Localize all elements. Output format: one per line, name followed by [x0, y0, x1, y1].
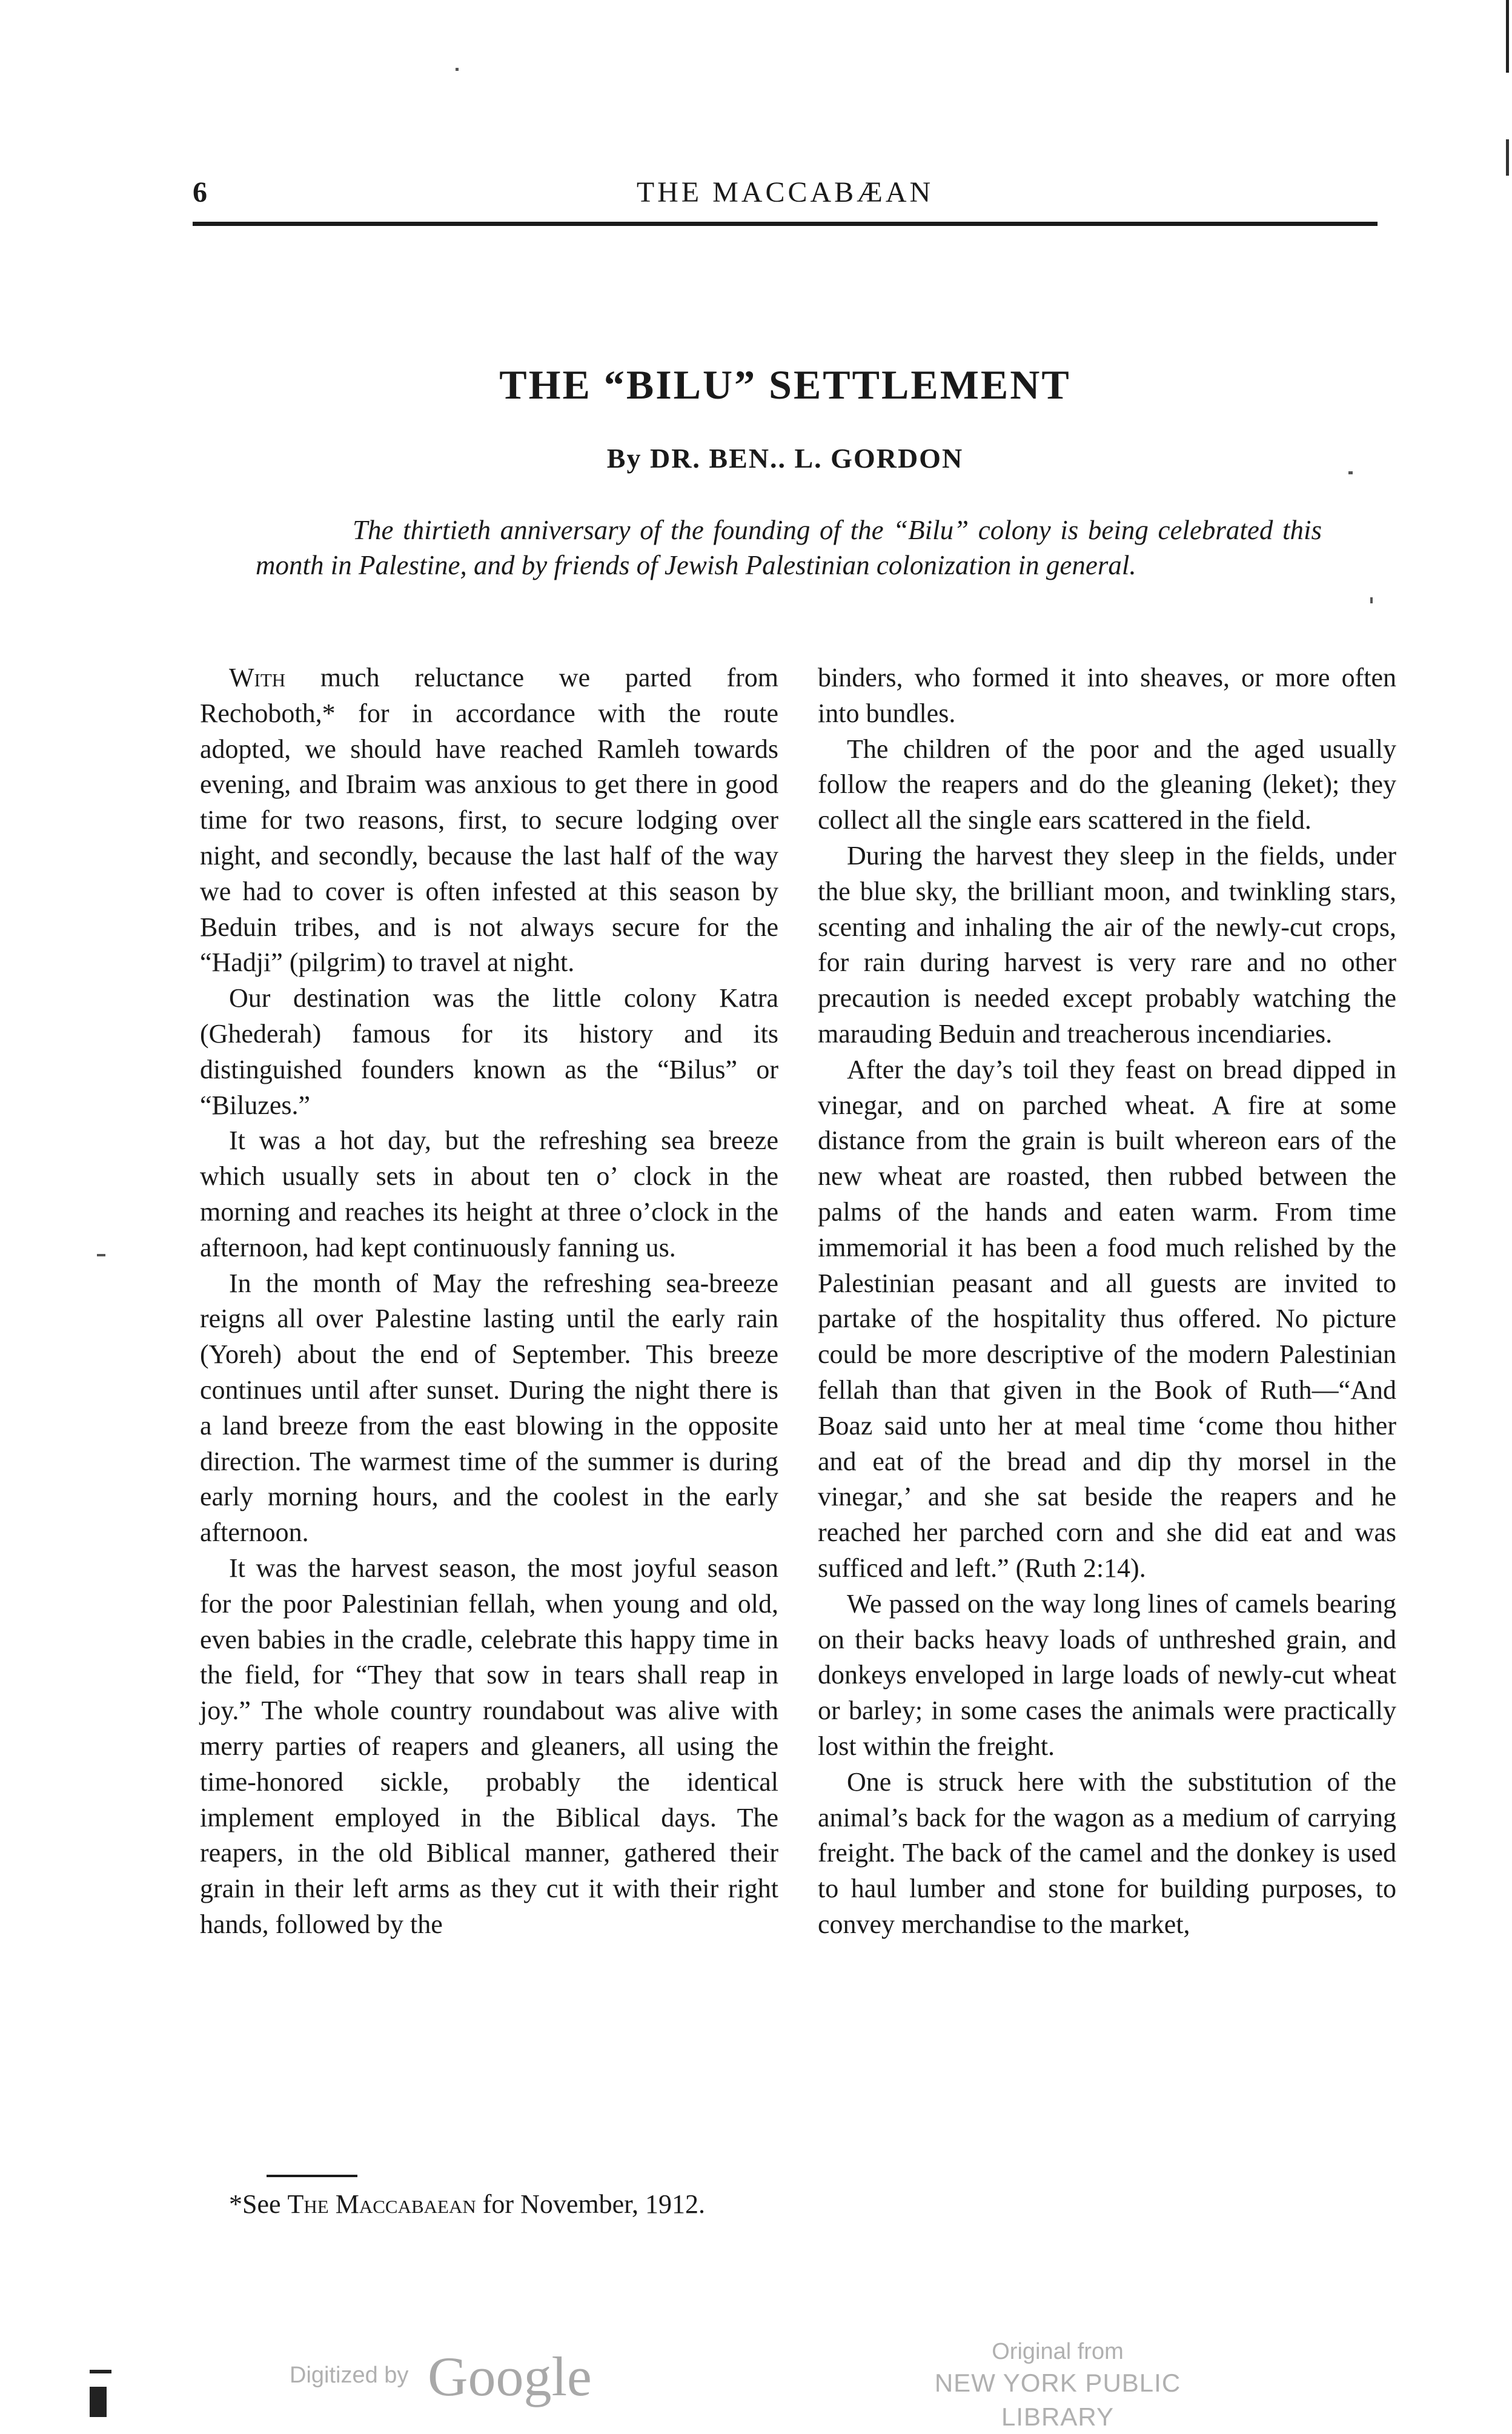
scan-speck — [1370, 597, 1373, 603]
paragraph: It was a hot day, but the refreshing sea breeze which usually sets in about ten o’ clock in the morning and reaches its height at three o’clock in the afternoon, had kept continuously fanning us. — [200, 1126, 778, 1262]
scan-speck — [90, 2370, 111, 2373]
running-title: THE MACCABÆAN — [636, 176, 934, 208]
footnote — [200, 2187, 778, 2222]
left-column — [200, 660, 778, 1943]
paragraph: During the harvest they sleep in the fields, under the blue sky, the brilliant moon, and twinkling stars, scenting and inhaling the air of the newly-cut crops, for rain during harvest is very rare and no other precaution is needed except probably watching the marauding Beduin and treacherous incendiaries. — [818, 840, 1396, 1049]
footnote-journal: The Maccabaean — [287, 2189, 476, 2219]
header-rule — [193, 222, 1378, 226]
footnote-rule — [267, 2175, 357, 2177]
scan-speck — [1348, 471, 1353, 474]
digitized-label: Digitized by — [290, 2363, 409, 2388]
footnote-suffix: for November, 1912. — [476, 2189, 706, 2219]
drop-lead-word: With — [229, 663, 286, 692]
scan-speck — [1506, 139, 1509, 176]
google-logo: Google — [428, 2346, 592, 2407]
paragraph: One is struck here with the substitution of the animal’s back for the wagon as a medium of carrying freight. The back of the camel and the donkey is used to haul lumber and stone for building purposes, to convey merchandise to the market, — [818, 1766, 1396, 1939]
paragraph: We passed on the way long lines of camels bearing on their backs heavy loads of unthreshed grain, and donkeys enveloped in large loads of newly-cut wheat or barley; in some cases the animals were practically lost within the freight. — [818, 1588, 1396, 1761]
right-column — [818, 660, 1396, 1943]
original-from-watermark — [882, 2337, 1233, 2434]
paragraph: In the month of May the refreshing sea-breeze reigns all over Palestine lasting until the early rain (Yoreh) about the end of September. This breeze continues until after sunset. During the night there is a land breeze from the east blowing in the opposite direction. The warmest time of the summer is during early morning hours, and the coolest in the early afternoon. — [200, 1268, 778, 1548]
scan-speck — [1506, 0, 1509, 73]
footnote-prefix: *See — [229, 2189, 288, 2219]
scan-speck — [90, 2387, 107, 2417]
running-header — [193, 176, 1378, 224]
scan-speck — [97, 1254, 105, 1256]
article-title: THE “BILU” SETTLEMENT — [499, 362, 1071, 408]
library-name: NEW YORK PUBLIC LIBRARY — [934, 2369, 1181, 2431]
paragraph: The children of the poor and the aged usually follow the reapers and do the gleaning (leket); they collect all the single ears scattered in the field. — [818, 734, 1396, 835]
paragraph — [200, 660, 778, 981]
scan-speck — [456, 68, 459, 71]
page-number: 6 — [193, 176, 207, 208]
paragraph-text: much reluctance we parted from Rechoboth,* for in accordance with the route adopted, we should have reached Ramleh towards evening, and Ibraim was anxious to get there in good time for two reasons, first, to secure lodging over night, and secondly, because the last half of the way we had to cover is often infested at this season by Beduin tribes, and is not always secure for the “Hadji” (pilgrim) to travel at night. — [200, 663, 778, 978]
original-from-label: Original from — [992, 2339, 1124, 2364]
article-intro: The thirtieth anniversary of the founding of the “Bilu” colony is being celebrated this month in Palestine, and by friends of Jewish Palestinian colonization in general. — [256, 515, 1322, 580]
paragraph: It was the harvest season, the most joyful season for the poor Palestinian fellah, when young and old, even babies in the cradle, celebrate this happy time in the field, for “They that sow in tears shall reap in joy.” The whole country roundabout was alive with merry parties of reapers and gleaners, all using the time-honored sickle, probably the identical implement employed in the Biblical days. The reapers, in the old Biblical manner, gathered their grain in their left arms as they cut it with their right hands, followed by the — [200, 1553, 778, 1939]
paragraph: Our destination was the little colony Katra (Ghederah) famous for its history and its distinguished founders known as the “Bilus” or “Biluzes.” — [200, 983, 778, 1120]
paragraph: After the day’s toil they feast on bread dipped in vinegar, and on parched wheat. A fire at some distance from the grain is built whereon ears of the new wheat are roasted, then rubbed between the palms of the hands and eaten warm. From time immemorial it has been a food much relished by the Palestinian peasant and all guests are invited to partake of the hospitality thus offered. No picture could be more descriptive of the modern Palestinian fellah than that given in the Book of Ruth—“And Boaz said unto her at meal time ‘come thou hither and eat of the bread and dip thy morsel in the vinegar,’ and she sat beside the reapers and he reached her parched corn and she did eat and was sufficed and left.” (Ruth 2:14). — [818, 1054, 1396, 1583]
byline: By DR. BEN.. L. GORDON — [606, 443, 964, 474]
paragraph: binders, who formed it into sheaves, or more often into bundles. — [818, 663, 1396, 728]
